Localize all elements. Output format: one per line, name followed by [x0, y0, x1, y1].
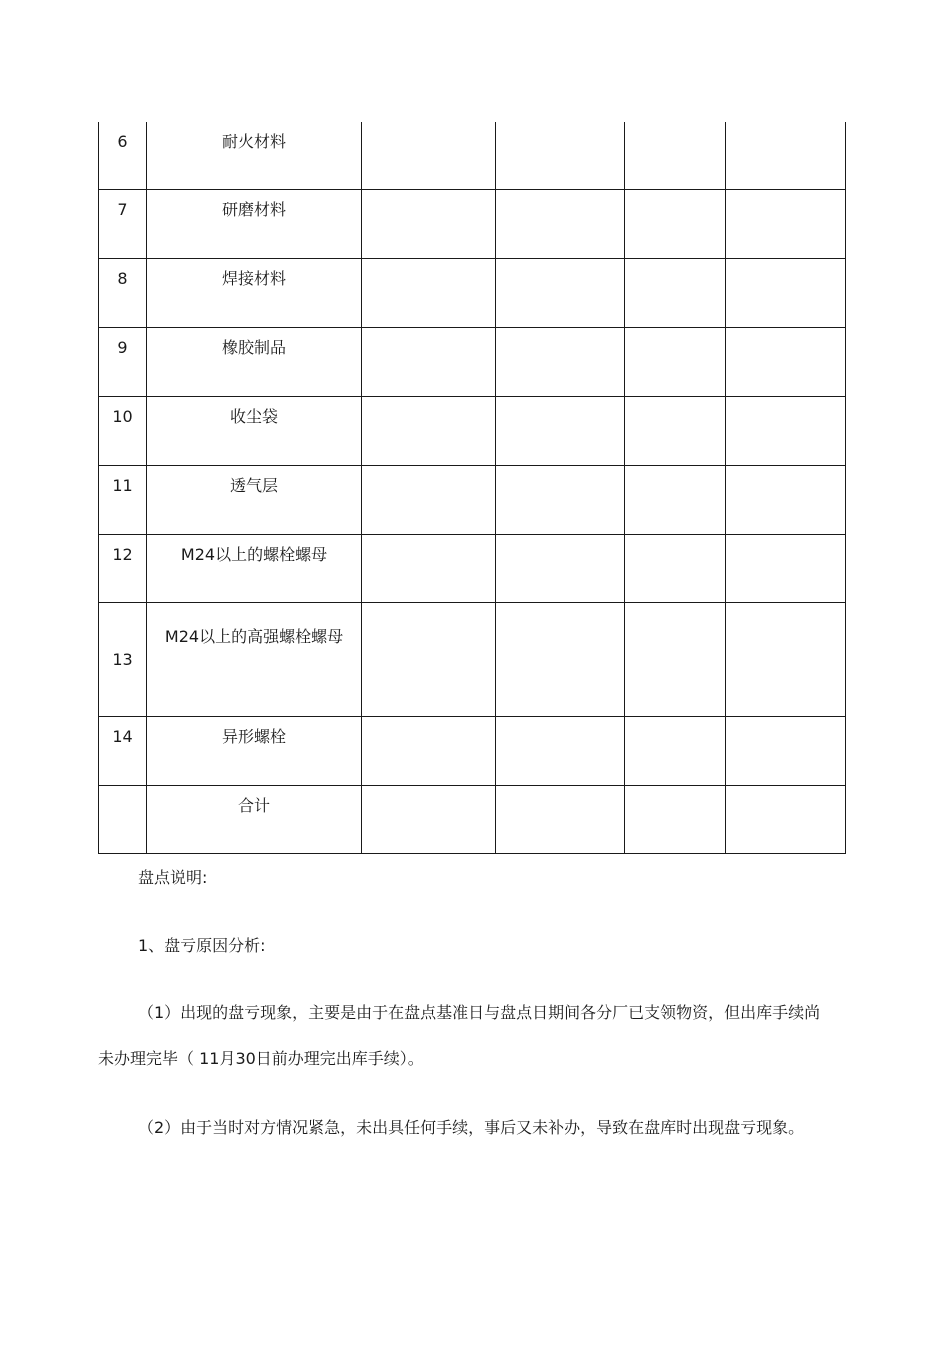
- item-name-cell: 合计: [147, 785, 362, 853]
- empty-cell: [362, 465, 496, 534]
- item-name-cell: 研磨材料: [147, 189, 362, 258]
- section-heading: 1、盘亏原因分析:: [138, 936, 266, 955]
- table-row: [99, 465, 846, 534]
- empty-cell: [625, 602, 726, 716]
- empty-cell: [496, 465, 625, 534]
- empty-cell: [496, 122, 625, 189]
- row-number-cell: 12: [99, 534, 147, 602]
- empty-cell: [362, 396, 496, 465]
- empty-cell: [362, 189, 496, 258]
- empty-cell: [625, 122, 726, 189]
- empty-cell: [496, 396, 625, 465]
- empty-cell: [726, 327, 846, 396]
- table-row: [99, 602, 846, 716]
- empty-cell: [625, 189, 726, 258]
- empty-cell: [726, 396, 846, 465]
- empty-cell: [726, 465, 846, 534]
- item-name-cell: M24以上的螺栓螺母: [147, 534, 362, 602]
- empty-cell: [496, 534, 625, 602]
- empty-cell: [625, 258, 726, 327]
- empty-cell: [362, 716, 496, 785]
- row-number-cell: 14: [99, 716, 147, 785]
- row-number-cell: 13: [99, 602, 147, 716]
- table-row: [99, 327, 846, 396]
- empty-cell: [625, 534, 726, 602]
- empty-cell: [625, 785, 726, 853]
- empty-cell: [726, 716, 846, 785]
- empty-cell: [362, 327, 496, 396]
- item-name-cell: M24以上的高强螺栓螺母: [147, 602, 362, 716]
- empty-cell: [496, 716, 625, 785]
- note-paragraph-2: （2）由于当时对方情况紧急，未出具任何手续，事后又未补办，导致在盘库时出现盘亏现象。: [138, 1118, 805, 1137]
- item-name-cell: 焊接材料: [147, 258, 362, 327]
- empty-cell: [625, 716, 726, 785]
- empty-cell: [496, 189, 625, 258]
- empty-cell: [726, 602, 846, 716]
- empty-cell: [362, 122, 496, 189]
- empty-cell: [726, 122, 846, 189]
- empty-cell: [496, 602, 625, 716]
- empty-cell: [726, 189, 846, 258]
- table-row: [99, 716, 846, 785]
- table-row: [99, 534, 846, 602]
- item-name-cell: 橡胶制品: [147, 327, 362, 396]
- row-number-cell: 6: [99, 122, 147, 189]
- empty-cell: [625, 327, 726, 396]
- empty-cell: [496, 785, 625, 853]
- row-number-cell: 9: [99, 327, 147, 396]
- empty-cell: [726, 785, 846, 853]
- table-row: [99, 396, 846, 465]
- empty-cell: [625, 396, 726, 465]
- table-row: [99, 258, 846, 327]
- item-name-cell: 异形螺栓: [147, 716, 362, 785]
- row-number-cell: 10: [99, 396, 147, 465]
- empty-cell: [496, 258, 625, 327]
- table-row: [99, 785, 846, 853]
- row-number-cell: 11: [99, 465, 147, 534]
- empty-cell: [625, 465, 726, 534]
- empty-cell: [362, 258, 496, 327]
- empty-cell: [362, 785, 496, 853]
- item-name-cell: 透气层: [147, 465, 362, 534]
- table-row: [99, 122, 846, 189]
- empty-cell: [726, 534, 846, 602]
- empty-cell: [726, 258, 846, 327]
- empty-cell: [362, 534, 496, 602]
- notes-heading: 盘点说明:: [138, 868, 208, 887]
- empty-cell: [496, 327, 625, 396]
- item-name-cell: 耐火材料: [147, 122, 362, 189]
- row-number-cell: [99, 785, 147, 853]
- inventory-table: [98, 122, 846, 854]
- item-name-cell: 收尘袋: [147, 396, 362, 465]
- note-paragraph-1: （1）出现的盘亏现象，主要是由于在盘点基准日与盘点日期间各分厂已支领物资，但出库手续尚未办理完毕（ 11月30日前办理完出库手续）。: [98, 1003, 821, 1068]
- row-number-cell: 8: [99, 258, 147, 327]
- row-number-cell: 7: [99, 189, 147, 258]
- empty-cell: [362, 602, 496, 716]
- table-row: [99, 189, 846, 258]
